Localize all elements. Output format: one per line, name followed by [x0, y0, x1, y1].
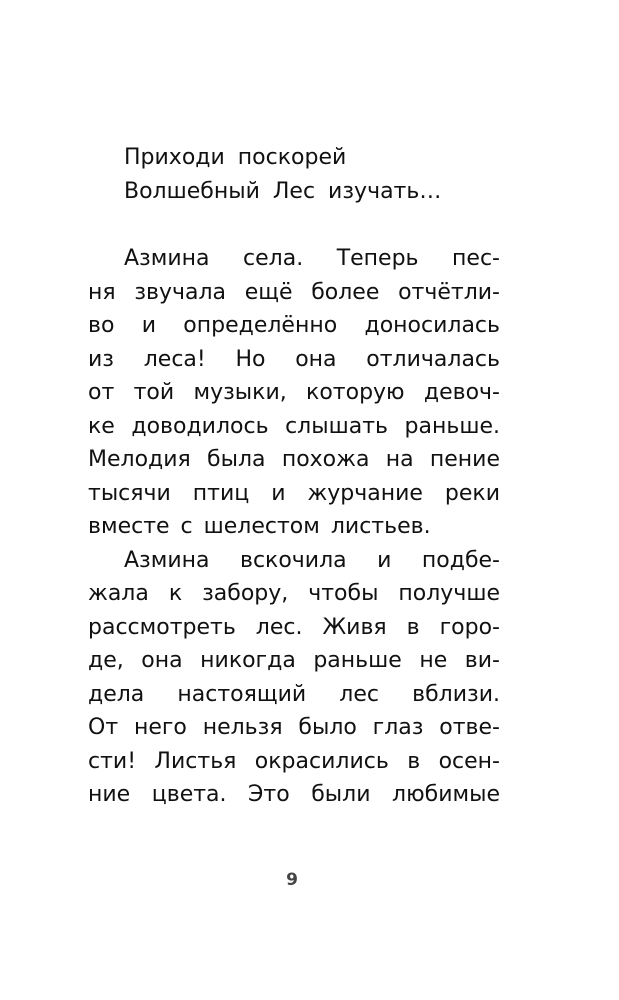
text-line: во и определённо доносилась [88, 313, 500, 338]
text-line: рассмотреть лес. Живя в горо- [88, 614, 500, 640]
poem-line: Волшебный Лес изучать… [124, 178, 442, 204]
text-line: Азмина вскочила и подбе- [124, 547, 500, 573]
text-line: От него нельзя было глаз отве- [88, 715, 500, 740]
text-line: ке доводилось слышать раньше. [88, 413, 500, 439]
text-line: сти! Листья окрасились в осен- [88, 748, 500, 774]
poem-line: Приходи поскорей [124, 145, 347, 170]
text-line: де, она никогда раньше не ви- [88, 648, 500, 673]
text-line: ние цвета. Это были любимые [88, 782, 500, 807]
paragraph [88, 544, 500, 812]
poem-excerpt [88, 141, 500, 208]
page-number: 9 [286, 870, 298, 890]
text-line: вместе с шелестом листьев. [88, 514, 431, 539]
story-text [88, 242, 500, 812]
text-line: жала к забору, чтобы получше [88, 581, 500, 606]
text-line: Азмина села. Теперь пес- [124, 246, 500, 271]
text-line: из леса! Но она отличалась [88, 346, 500, 372]
text-line: от той музыки, которую девоч- [88, 380, 500, 405]
paragraph [88, 242, 500, 544]
text-line: тысячи птиц и журчание реки [88, 480, 500, 506]
text-line: ня звучала ещё более отчётли- [88, 279, 500, 305]
text-line: Мелодия была похожа на пение [88, 447, 500, 472]
text-line: дела настоящий лес вблизи. [88, 681, 500, 707]
